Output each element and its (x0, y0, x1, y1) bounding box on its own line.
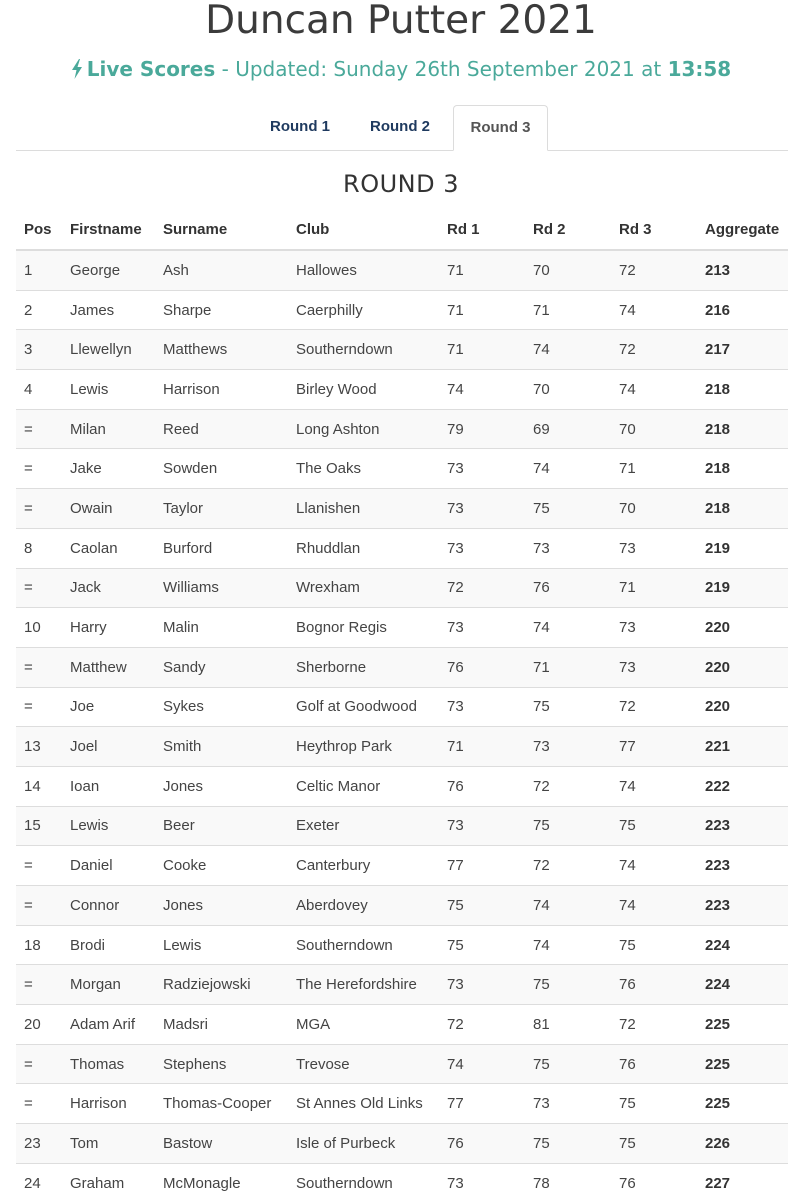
cell-club: Rhuddlan (288, 528, 439, 568)
cell-firstname: Harrison (62, 1084, 155, 1124)
cell-pos: = (16, 489, 62, 529)
cell-club: The Herefordshire (288, 965, 439, 1005)
cell-surname: Smith (155, 727, 288, 767)
table-row (16, 330, 788, 370)
cell-pos: = (16, 687, 62, 727)
cell-rd1: 73 (439, 687, 525, 727)
tab-round-2[interactable]: Round 2 (370, 118, 430, 135)
cell-club: Celtic Manor (288, 766, 439, 806)
column-header-pos: Pos (16, 209, 62, 250)
cell-rd2: 73 (525, 727, 611, 767)
cell-firstname: Adam Arif (62, 1005, 155, 1045)
table-row (16, 1005, 788, 1045)
cell-rd1: 73 (439, 449, 525, 489)
cell-rd1: 75 (439, 925, 525, 965)
cell-surname: Madsri (155, 1005, 288, 1045)
cell-rd3: 73 (611, 528, 697, 568)
cell-firstname: Tom (62, 1124, 155, 1164)
cell-club: Birley Wood (288, 370, 439, 410)
cell-firstname: Graham (62, 1163, 155, 1202)
cell-club: Bognor Regis (288, 608, 439, 648)
cell-rd1: 74 (439, 1044, 525, 1084)
cell-rd2: 76 (525, 568, 611, 608)
table-row (16, 1124, 788, 1164)
cell-rd3: 74 (611, 290, 697, 330)
cell-surname: Sykes (155, 687, 288, 727)
cell-rd2: 70 (525, 370, 611, 410)
cell-aggregate: 219 (697, 528, 788, 568)
cell-rd1: 79 (439, 409, 525, 449)
cell-aggregate: 227 (697, 1163, 788, 1202)
cell-surname: Sharpe (155, 290, 288, 330)
cell-rd2: 72 (525, 766, 611, 806)
cell-surname: Ash (155, 250, 288, 290)
cell-rd3: 74 (611, 886, 697, 926)
table-row (16, 290, 788, 330)
cell-club: Exeter (288, 806, 439, 846)
cell-rd2: 71 (525, 290, 611, 330)
cell-firstname: Milan (62, 409, 155, 449)
cell-club: MGA (288, 1005, 439, 1045)
table-row (16, 925, 788, 965)
cell-rd3: 76 (611, 965, 697, 1005)
cell-rd1: 77 (439, 846, 525, 886)
cell-firstname: Daniel (62, 846, 155, 886)
cell-firstname: Jake (62, 449, 155, 489)
cell-rd2: 81 (525, 1005, 611, 1045)
table-row (16, 965, 788, 1005)
table-row (16, 727, 788, 767)
cell-pos: 15 (16, 806, 62, 846)
cell-club: Aberdovey (288, 886, 439, 926)
table-row (16, 568, 788, 608)
cell-rd3: 75 (611, 1084, 697, 1124)
cell-surname: Lewis (155, 925, 288, 965)
cell-rd2: 70 (525, 250, 611, 290)
cell-rd2: 73 (525, 1084, 611, 1124)
cell-rd1: 76 (439, 647, 525, 687)
cell-club: Southerndown (288, 330, 439, 370)
cell-rd1: 73 (439, 1163, 525, 1202)
cell-pos: = (16, 409, 62, 449)
cell-aggregate: 218 (697, 489, 788, 529)
cell-pos: 8 (16, 528, 62, 568)
cell-pos: 1 (16, 250, 62, 290)
cell-rd1: 73 (439, 528, 525, 568)
cell-aggregate: 223 (697, 886, 788, 926)
cell-pos: 13 (16, 727, 62, 767)
cell-surname: Jones (155, 766, 288, 806)
table-body (16, 250, 788, 1203)
cell-surname: Cooke (155, 846, 288, 886)
cell-rd1: 71 (439, 250, 525, 290)
cell-club: Hallowes (288, 250, 439, 290)
cell-pos: = (16, 449, 62, 489)
cell-rd3: 72 (611, 330, 697, 370)
cell-rd3: 70 (611, 489, 697, 529)
cell-firstname: Lewis (62, 370, 155, 410)
cell-aggregate: 226 (697, 1124, 788, 1164)
cell-firstname: Jack (62, 568, 155, 608)
cell-surname: Harrison (155, 370, 288, 410)
cell-rd3: 73 (611, 647, 697, 687)
cell-rd3: 71 (611, 568, 697, 608)
cell-aggregate: 221 (697, 727, 788, 767)
cell-aggregate: 223 (697, 806, 788, 846)
cell-club: Isle of Purbeck (288, 1124, 439, 1164)
cell-club: Trevose (288, 1044, 439, 1084)
cell-aggregate: 224 (697, 965, 788, 1005)
cell-aggregate: 220 (697, 608, 788, 648)
cell-club: Llanishen (288, 489, 439, 529)
cell-surname: Jones (155, 886, 288, 926)
cell-firstname: Joe (62, 687, 155, 727)
cell-aggregate: 218 (697, 449, 788, 489)
table-row (16, 1044, 788, 1084)
cell-surname: Williams (155, 568, 288, 608)
column-header-aggregate: Aggregate (697, 209, 788, 250)
cell-rd1: 73 (439, 489, 525, 529)
live-scores-label: Live Scores (86, 57, 216, 81)
cell-rd3: 74 (611, 766, 697, 806)
cell-rd2: 75 (525, 489, 611, 529)
cell-club: Southerndown (288, 925, 439, 965)
cell-rd3: 73 (611, 608, 697, 648)
table-row (16, 647, 788, 687)
cell-aggregate: 216 (697, 290, 788, 330)
cell-aggregate: 224 (697, 925, 788, 965)
round-tabs (16, 105, 788, 151)
cell-surname: Beer (155, 806, 288, 846)
cell-club: Caerphilly (288, 290, 439, 330)
cell-club: The Oaks (288, 449, 439, 489)
column-header-firstname: Firstname (62, 209, 155, 250)
table-row (16, 1163, 788, 1202)
cell-pos: = (16, 846, 62, 886)
updated-text: - Updated: Sunday 26th September 2021 at (215, 57, 668, 81)
cell-club: Heythrop Park (288, 727, 439, 767)
cell-rd1: 74 (439, 370, 525, 410)
cell-firstname: Brodi (62, 925, 155, 965)
table-header-row (16, 209, 788, 250)
table-row (16, 687, 788, 727)
table-row (16, 608, 788, 648)
cell-aggregate: 218 (697, 370, 788, 410)
cell-pos: = (16, 1044, 62, 1084)
cell-pos: = (16, 965, 62, 1005)
column-header-club: Club (288, 209, 439, 250)
cell-rd1: 72 (439, 568, 525, 608)
cell-rd1: 71 (439, 290, 525, 330)
cell-aggregate: 220 (697, 647, 788, 687)
cell-pos: = (16, 886, 62, 926)
cell-rd2: 74 (525, 925, 611, 965)
cell-rd2: 78 (525, 1163, 611, 1202)
cell-club: Golf at Goodwood (288, 687, 439, 727)
cell-firstname: Morgan (62, 965, 155, 1005)
page-title: Duncan Putter 2021 (205, 0, 597, 43)
cell-pos: 14 (16, 766, 62, 806)
cell-pos: 2 (16, 290, 62, 330)
cell-rd3: 70 (611, 409, 697, 449)
cell-firstname: Matthew (62, 647, 155, 687)
cell-rd2: 74 (525, 449, 611, 489)
cell-rd1: 76 (439, 766, 525, 806)
cell-firstname: Caolan (62, 528, 155, 568)
cell-rd2: 74 (525, 886, 611, 926)
cell-surname: Radziejowski (155, 965, 288, 1005)
cell-pos: = (16, 568, 62, 608)
table-row (16, 886, 788, 926)
column-header-rd2: Rd 2 (525, 209, 611, 250)
cell-rd2: 74 (525, 330, 611, 370)
cell-surname: Stephens (155, 1044, 288, 1084)
cell-surname: Reed (155, 409, 288, 449)
cell-rd3: 77 (611, 727, 697, 767)
cell-club: Sherborne (288, 647, 439, 687)
table-row (16, 370, 788, 410)
table-row (16, 528, 788, 568)
table-row (16, 250, 788, 290)
round-heading: ROUND 3 (343, 170, 459, 198)
cell-firstname: Llewellyn (62, 330, 155, 370)
cell-surname: Thomas-Cooper (155, 1084, 288, 1124)
cell-rd2: 73 (525, 528, 611, 568)
cell-aggregate: 219 (697, 568, 788, 608)
cell-rd3: 72 (611, 1005, 697, 1045)
cell-rd2: 75 (525, 1124, 611, 1164)
tab-round-3[interactable]: Round 3 (453, 105, 548, 151)
cell-aggregate: 223 (697, 846, 788, 886)
cell-rd1: 73 (439, 965, 525, 1005)
cell-rd3: 74 (611, 370, 697, 410)
cell-rd3: 76 (611, 1044, 697, 1084)
column-header-rd3: Rd 3 (611, 209, 697, 250)
leaderboard-table (16, 209, 788, 1203)
table-row (16, 766, 788, 806)
cell-rd3: 71 (611, 449, 697, 489)
live-scores-subtitle (0, 56, 802, 85)
cell-rd3: 72 (611, 687, 697, 727)
cell-surname: Malin (155, 608, 288, 648)
cell-firstname: Joel (62, 727, 155, 767)
cell-rd3: 74 (611, 846, 697, 886)
cell-rd1: 71 (439, 727, 525, 767)
cell-club: St Annes Old Links (288, 1084, 439, 1124)
cell-firstname: Harry (62, 608, 155, 648)
tab-round-1[interactable]: Round 1 (270, 118, 330, 135)
table-row (16, 846, 788, 886)
cell-pos: 18 (16, 925, 62, 965)
lightning-bolt-icon (71, 59, 83, 85)
cell-club: Canterbury (288, 846, 439, 886)
cell-firstname: Connor (62, 886, 155, 926)
cell-rd2: 75 (525, 806, 611, 846)
cell-rd3: 72 (611, 250, 697, 290)
table-row (16, 806, 788, 846)
cell-aggregate: 218 (697, 409, 788, 449)
cell-aggregate: 225 (697, 1044, 788, 1084)
cell-rd2: 75 (525, 1044, 611, 1084)
cell-firstname: Lewis (62, 806, 155, 846)
cell-surname: Bastow (155, 1124, 288, 1164)
cell-rd3: 75 (611, 1124, 697, 1164)
cell-firstname: Owain (62, 489, 155, 529)
cell-pos: = (16, 647, 62, 687)
cell-club: Long Ashton (288, 409, 439, 449)
table-row (16, 409, 788, 449)
cell-rd3: 75 (611, 925, 697, 965)
cell-rd3: 76 (611, 1163, 697, 1202)
cell-rd1: 73 (439, 806, 525, 846)
cell-aggregate: 213 (697, 250, 788, 290)
cell-pos: 20 (16, 1005, 62, 1045)
cell-aggregate: 220 (697, 687, 788, 727)
cell-pos: 4 (16, 370, 62, 410)
cell-rd1: 77 (439, 1084, 525, 1124)
cell-firstname: James (62, 290, 155, 330)
cell-rd1: 72 (439, 1005, 525, 1045)
cell-pos: 24 (16, 1163, 62, 1202)
cell-aggregate: 217 (697, 330, 788, 370)
cell-rd2: 69 (525, 409, 611, 449)
cell-firstname: George (62, 250, 155, 290)
cell-surname: Burford (155, 528, 288, 568)
cell-surname: Matthews (155, 330, 288, 370)
cell-rd2: 74 (525, 608, 611, 648)
cell-firstname: Ioan (62, 766, 155, 806)
cell-firstname: Thomas (62, 1044, 155, 1084)
cell-surname: Taylor (155, 489, 288, 529)
cell-surname: Sandy (155, 647, 288, 687)
cell-pos: = (16, 1084, 62, 1124)
table-row (16, 489, 788, 529)
cell-club: Wrexham (288, 568, 439, 608)
cell-rd1: 73 (439, 608, 525, 648)
cell-rd1: 75 (439, 886, 525, 926)
updated-time: 13:58 (667, 57, 732, 81)
cell-pos: 10 (16, 608, 62, 648)
table-row (16, 1084, 788, 1124)
cell-aggregate: 222 (697, 766, 788, 806)
cell-rd2: 71 (525, 647, 611, 687)
column-header-surname: Surname (155, 209, 288, 250)
cell-aggregate: 225 (697, 1005, 788, 1045)
cell-aggregate: 225 (697, 1084, 788, 1124)
cell-surname: Sowden (155, 449, 288, 489)
table-row (16, 449, 788, 489)
cell-rd2: 72 (525, 846, 611, 886)
cell-rd1: 71 (439, 330, 525, 370)
cell-surname: McMonagle (155, 1163, 288, 1202)
cell-rd3: 75 (611, 806, 697, 846)
cell-pos: 23 (16, 1124, 62, 1164)
column-header-rd1: Rd 1 (439, 209, 525, 250)
cell-rd2: 75 (525, 965, 611, 1005)
cell-rd2: 75 (525, 687, 611, 727)
cell-rd1: 76 (439, 1124, 525, 1164)
cell-pos: 3 (16, 330, 62, 370)
cell-club: Southerndown (288, 1163, 439, 1202)
